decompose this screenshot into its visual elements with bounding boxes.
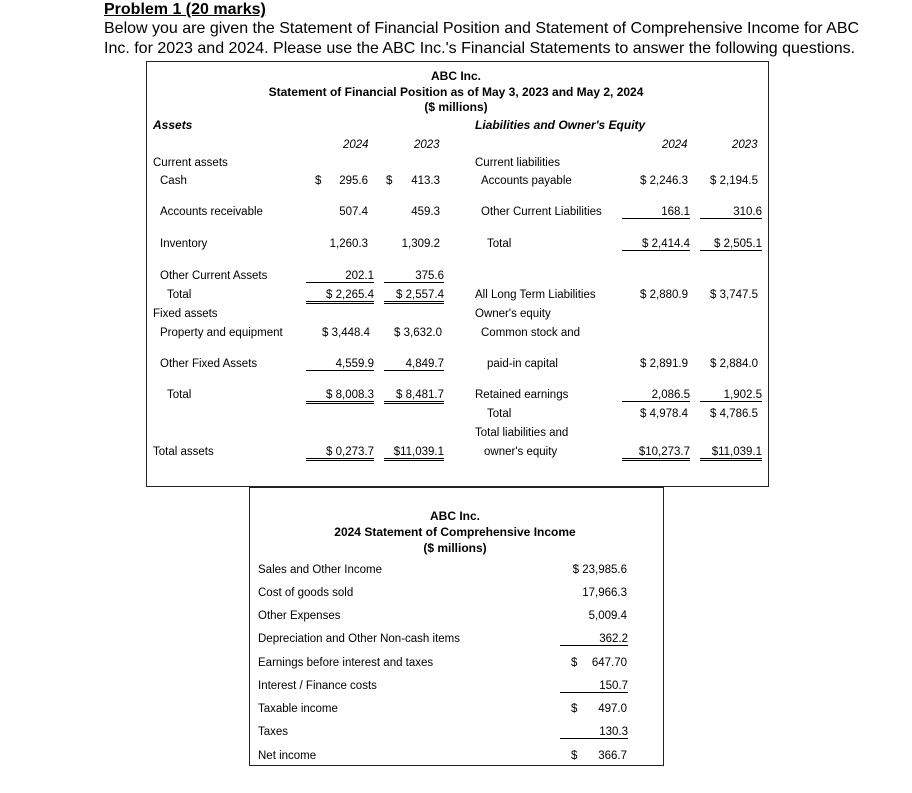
sci-interest-label: Interest / Finance costs <box>258 680 377 692</box>
sci-dep-label: Depreciation and Other Non-cash items <box>258 633 460 645</box>
common-stock-2024: $ 2,891.9 <box>640 358 688 370</box>
current-liab-label: Current liabilities <box>475 157 561 169</box>
other-cl-2024: 168.1 <box>622 206 690 219</box>
sci-ebit-value: 647.70 <box>591 657 627 669</box>
sfp-title: Statement of Financial Position as of May 3, 2023 and May 2, 2024 <box>268 85 644 99</box>
total-assets-2023: $11,039.1 <box>384 446 444 461</box>
cash-2023: 413.3 <box>411 175 440 187</box>
sci-taxes-label: Taxes <box>258 726 289 738</box>
sci-sales-label: Sales and Other Income <box>258 564 383 576</box>
liabilities-header: Liabilities and Owner's Equity <box>475 118 646 132</box>
other-current-assets-2024: 202.1 <box>306 270 374 283</box>
other-current-assets-label: Other Current Assets <box>160 270 268 282</box>
retained-2023: 1,902.5 <box>700 389 762 402</box>
sci-interest-value: 150.7 <box>560 680 628 693</box>
total-equity-2024: $ 4,978.4 <box>640 408 688 420</box>
total-cl-2024: $ 2,414.4 <box>622 238 690 251</box>
sci-ebit-label: Earnings before interest and taxes <box>258 657 434 669</box>
sci-net-income-label: Net income <box>258 750 317 762</box>
current-assets-label: Current assets <box>153 157 228 169</box>
sci-cogs-label: Cost of goods sold <box>258 587 354 599</box>
intro-line-1: Below you are given the Statement of Financial Position and Statement of Comprehensive Income for ABC <box>104 20 860 37</box>
year-2023-liab: 2023 <box>732 139 758 151</box>
other-cl-2023: 310.6 <box>700 206 762 219</box>
intro-line-2: Inc. for 2023 and 2024. Please use the ABC Inc.'s Financial Statements to answer the following questions. <box>104 40 856 57</box>
total-le-2023: $11,039.1 <box>700 446 762 461</box>
total-cl-label: Total <box>487 238 512 250</box>
total-assets-2024: $ 0,273.7 <box>306 446 374 461</box>
retained-2024: 2,086.5 <box>622 389 690 402</box>
other-current-assets-2023: 375.6 <box>384 270 444 283</box>
year-2023-assets: 2023 <box>414 139 440 151</box>
sci-other-exp-label: Other Expenses <box>258 610 341 622</box>
sci-taxable-dollar: $ <box>571 703 578 715</box>
sci-ebit-dollar: $ <box>571 657 578 669</box>
total-current-assets-label: Total <box>167 289 192 301</box>
total-current-assets-2024: $ 2,265.4 <box>306 289 374 304</box>
cash-label: Cash <box>160 175 187 187</box>
equity-label: Owner's equity <box>475 308 551 320</box>
cash-dollar-2023: $ <box>386 175 393 187</box>
ap-2023: $ 2,194.5 <box>710 175 758 187</box>
year-2024-assets: 2024 <box>343 139 369 151</box>
inventory-2023: 1,309.2 <box>401 238 440 250</box>
ltl-label: All Long Term Liabilities <box>475 289 596 301</box>
total-current-assets-2023: $ 2,557.4 <box>384 289 444 304</box>
sfp-units: ($ millions) <box>424 100 488 114</box>
retained-label: Retained earnings <box>475 389 569 401</box>
ppe-label: Property and equipment <box>160 327 283 339</box>
common-stock-2023: $ 2,884.0 <box>710 358 758 370</box>
cash-dollar-2024: $ <box>315 175 322 187</box>
year-2024-liab: 2024 <box>662 139 688 151</box>
sci-cogs-value: 17,966.3 <box>582 587 627 599</box>
ap-label: Accounts payable <box>481 175 572 187</box>
ar-2024: 507.4 <box>339 206 368 218</box>
sci-other-exp-value: 5,009.4 <box>588 610 627 622</box>
other-fixed-assets-label: Other Fixed Assets <box>160 358 258 370</box>
sci-sales-value: $ 23,985.6 <box>572 564 627 576</box>
common-stock-label-1: Common stock and <box>481 327 581 339</box>
total-le-label-1: Total liabilities and <box>475 427 569 439</box>
total-fixed-assets-2024: $ 8,008.3 <box>306 389 374 404</box>
ltl-2024: $ 2,880.9 <box>640 289 688 301</box>
inventory-label: Inventory <box>160 238 208 250</box>
sci-company: ABC Inc. <box>429 509 481 523</box>
assets-header: Assets <box>153 118 193 132</box>
other-fixed-assets-2023: 4,849.7 <box>384 358 444 371</box>
ppe-2024: $ 3,448.4 <box>322 327 370 339</box>
problem-title: Problem 1 (20 marks) <box>104 1 266 18</box>
total-cl-2023: $ 2,505.1 <box>700 238 762 251</box>
total-le-label-2: owner's equity <box>484 446 558 458</box>
other-fixed-assets-2024: 4,559.9 <box>306 358 374 371</box>
total-assets-label: Total assets <box>153 446 214 458</box>
total-equity-2023: $ 4,786.5 <box>710 408 758 420</box>
total-fixed-assets-label: Total <box>167 389 192 401</box>
sci-net-income-value: 366.7 <box>598 750 627 762</box>
inventory-2024: 1,260.3 <box>329 238 368 250</box>
total-equity-label: Total <box>487 408 512 420</box>
cash-2024: 295.6 <box>339 175 368 187</box>
sci-dep-value: 362.2 <box>560 633 628 646</box>
fixed-assets-label: Fixed assets <box>153 308 218 320</box>
sci-title: 2024 Statement of Comprehensive Income <box>334 525 576 539</box>
sfp-company: ABC Inc. <box>430 69 482 83</box>
other-cl-label: Other Current Liabilities <box>481 206 602 218</box>
sci-taxable-label: Taxable income <box>258 703 338 715</box>
sci-taxes-value: 130.3 <box>560 726 628 739</box>
common-stock-label-2: paid-in capital <box>487 358 558 370</box>
sci-units: ($ millions) <box>423 541 487 555</box>
total-le-2024: $10,273.7 <box>622 446 690 461</box>
ppe-2023: $ 3,632.0 <box>394 327 442 339</box>
total-fixed-assets-2023: $ 8,481.7 <box>384 389 444 404</box>
ar-label: Accounts receivable <box>160 206 263 218</box>
ar-2023: 459.3 <box>411 206 440 218</box>
sci-net-income-dollar: $ <box>571 750 578 762</box>
ap-2024: $ 2,246.3 <box>640 175 688 187</box>
ltl-2023: $ 3,747.5 <box>710 289 758 301</box>
sci-taxable-value: 497.0 <box>598 703 627 715</box>
